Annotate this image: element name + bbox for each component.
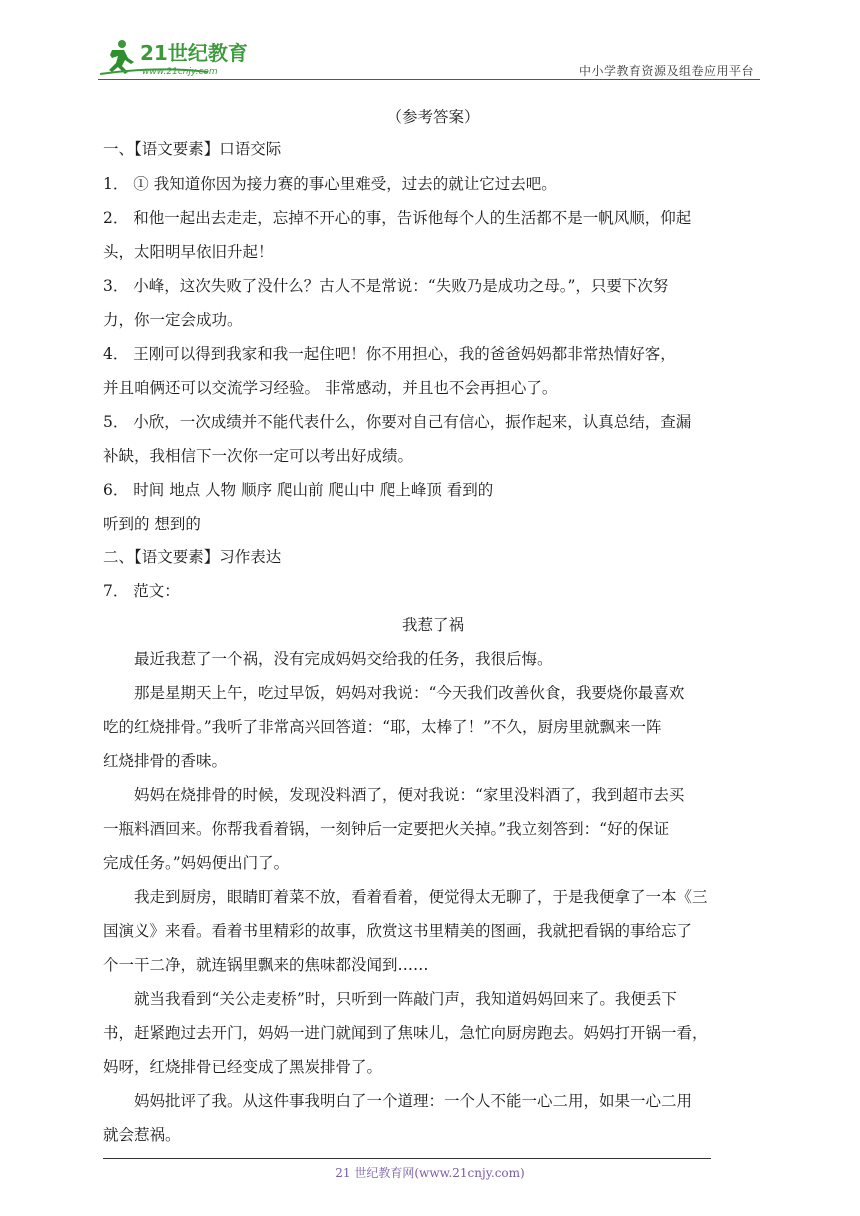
footer-divider xyxy=(103,1158,711,1159)
essay-line: 妈呀，红烧排骨已经变成了黑炭排骨了。 xyxy=(103,1058,383,1076)
answer-line: 并且咱俩还可以交流学习经验。 非常感动，并且也不会再担心了。 xyxy=(103,379,558,397)
header-divider xyxy=(98,79,760,80)
essay-line: 我走到厨房，眼睛盯着菜不放，看着看着，便觉得太无聊了，于是我便拿了一本《三 xyxy=(134,888,708,906)
section-heading: 二、【语文要素】习作表达 xyxy=(103,548,282,566)
answer-line: 5． 小欣，一次成绩并不能代表什么，你要对自己有信心，振作起来，认真总结，查漏 xyxy=(103,413,692,431)
essay-line: 妈妈批评了我。从这件事我明白了一个道理：一个人不能一心二用，如果一心二用 xyxy=(134,1092,693,1110)
answer-line: 力，你一定会成功。 xyxy=(103,311,243,329)
answer-line: 听到的 想到的 xyxy=(103,515,201,533)
answer-line: 3． 小峰，这次失败了没什么？古人不是常说：“失败乃是成功之母。”，只要下次努 xyxy=(103,277,669,295)
essay-line: 吃的红烧排骨。”我听了非常高兴回答道：“耶，太棒了！”不久，厨房里就飘来一阵 xyxy=(103,718,662,736)
answer-line: 补缺，我相信下一次你一定可以考出好成绩。 xyxy=(103,447,414,465)
essay-line: 国演义》来看。看着书里精彩的故事，欣赏这书里精美的图画，我就把看锅的事给忘了 xyxy=(103,922,693,940)
svg-text:www.21cnjy.com: www.21cnjy.com xyxy=(142,67,218,77)
essay-line: 妈妈在烧排骨的时候，发现没料酒了，便对我说：“家里没料酒了，我到超市去买 xyxy=(134,786,685,804)
essay-title: 我惹了祸 xyxy=(401,616,464,634)
footer-text: 21 世纪教育网(www.21cnjy.com) xyxy=(335,1166,525,1180)
answer-line: 6． 时间 地点 人物 顺序 爬山前 爬山中 爬上峰顶 看到的 xyxy=(103,481,494,499)
essay-line: 红烧排骨的香味。 xyxy=(103,752,228,770)
section-heading: 一、【语文要素】口语交际 xyxy=(103,140,282,158)
essay-line: 完成任务。”妈妈便出门了。 xyxy=(103,854,290,872)
page-title: （参考答案） xyxy=(386,108,480,126)
page-header xyxy=(98,36,758,80)
essay-line: 就会惹祸。 xyxy=(103,1126,181,1144)
essay-line: 最近我惹了一个祸，没有完成妈妈交给我的任务，我很后悔。 xyxy=(134,650,553,668)
answer-line: 2． 和他一起出去走走，忘掉不开心的事，告诉他每个人的生活都不是一帆风顺，仰起 xyxy=(103,209,692,227)
answer-line: 4． 王刚可以得到我家和我一起住吧！你不用担心，我的爸爸妈妈都非常热情好客， xyxy=(103,345,676,363)
essay-line: 书，赶紧跑过去开门，妈妈一进门就闻到了焦味儿，急忙向厨房跑去。妈妈打开锅一看， xyxy=(103,1024,708,1042)
essay-line: 那是星期天上午，吃过早饭，妈妈对我说：“今天我们改善伙食，我要烧你最喜欢 xyxy=(134,684,685,702)
svg-text:21世纪教育: 21世纪教育 xyxy=(140,41,248,65)
answer-line: 头，太阳明早依旧升起！ xyxy=(103,243,274,261)
essay-line: 个一干二净，就连锅里飘来的焦味都没闻到…… xyxy=(103,956,429,974)
logo-icon xyxy=(98,36,273,78)
answer-line: 1． ① 我知道你因为接力赛的事心里难受，过去的就让它过去吧。 xyxy=(103,175,557,193)
essay-line: 就当我看到“关公走麦桥”时，只听到一阵敲门声，我知道妈妈回来了。我便丢下 xyxy=(134,990,677,1008)
essay-line: 一瓶料酒回来。你帮我看着锅，一刻钟后一定要把火关掉。”我立刻答到：“好的保证 xyxy=(103,820,670,838)
platform-name: 中小学教育资源及组卷应用平台 xyxy=(578,64,754,78)
answer-line: 7． 范文： xyxy=(103,582,180,600)
